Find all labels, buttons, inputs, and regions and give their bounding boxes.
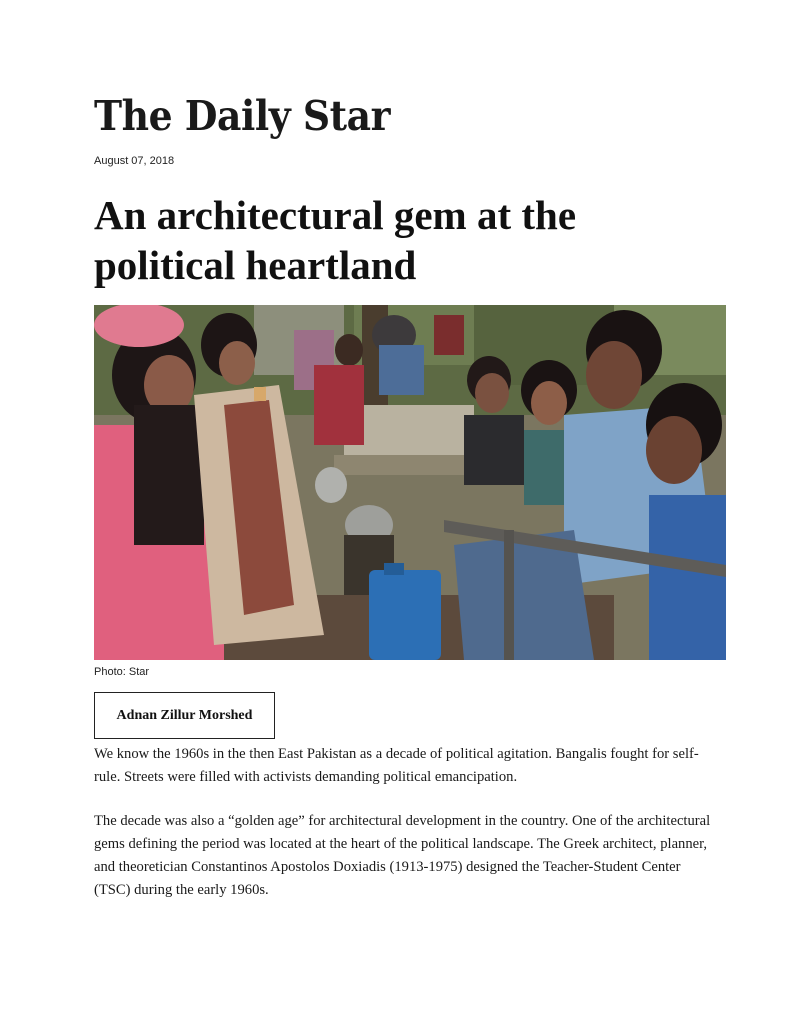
article-paragraph: We know the 1960s in the then East Pakistan as a decade of political agitation. Bangalis fought for self-rule. Streets were filled with activists demanding political emancipation. <box>94 746 699 785</box>
photo-caption: Photo: Star <box>94 666 150 678</box>
author-name: Adnan Zillur Morshed <box>116 707 253 723</box>
article-photo <box>94 305 726 660</box>
article-date: August 07, 2018 <box>94 155 175 167</box>
article-paragraph: The decade was also a “golden age” for architectural development in the country. One of the architectural gems defining the period was located at the heart of the political landscape. The Greek architect, planner, and theoretician Constantinos Apostolos Doxiadis (1913-1975) designed the Teacher-Student Center (TSC) during the early 1960s. <box>94 813 711 898</box>
article-headline: An architectural gem at the political heartland <box>94 192 577 288</box>
masthead-logo[interactable]: The Daily Star <box>94 92 391 140</box>
author-byline[interactable] <box>94 692 275 739</box>
article-body <box>94 743 714 923</box>
photo-illustration <box>94 305 726 660</box>
